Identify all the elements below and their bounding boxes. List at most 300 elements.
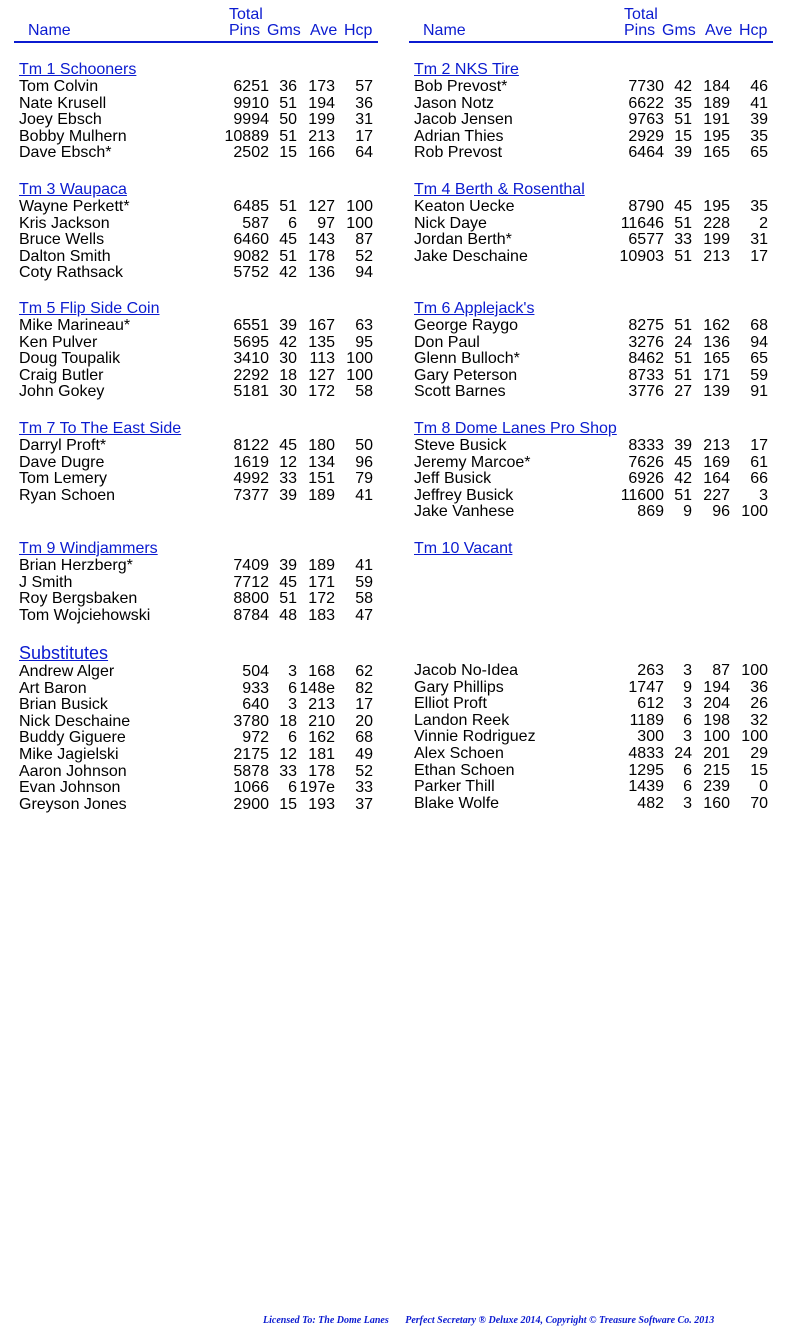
- player-pins: 5752: [233, 264, 269, 282]
- player-games: 51: [674, 111, 692, 129]
- player-average: 148e: [299, 679, 335, 697]
- player-average: 100: [703, 728, 730, 746]
- player-handicap: 35: [750, 127, 768, 145]
- player-pins: 1189: [629, 711, 664, 729]
- player-name: Buddy Giguere: [19, 729, 126, 747]
- player-handicap: 36: [750, 678, 768, 696]
- player-name: Adrian Thies: [414, 127, 504, 145]
- player-name: Bob Prevost*: [414, 78, 508, 95]
- player-row: [13, 714, 377, 731]
- team-name-link[interactable]: Tm 6 Applejack's: [414, 300, 535, 317]
- player-average: 167: [308, 317, 335, 334]
- player-pins: 2292: [233, 366, 269, 384]
- player-games: 6: [288, 214, 297, 232]
- team-name-link[interactable]: Tm 2 NKS Tire: [414, 61, 519, 78]
- player-name: John Gokey: [19, 383, 105, 401]
- player-pins: 6464: [628, 144, 664, 162]
- player-handicap: 61: [750, 453, 768, 471]
- player-pins: 587: [242, 214, 269, 232]
- player-row: [408, 368, 772, 385]
- player-handicap: 100: [346, 350, 373, 368]
- player-pins: 8333: [628, 437, 664, 454]
- player-average: 228: [703, 214, 730, 232]
- player-name: Dave Dugre: [19, 453, 105, 471]
- player-row: [408, 438, 772, 455]
- player-name: Mike Marineau*: [19, 317, 131, 334]
- player-handicap: 70: [750, 794, 768, 812]
- header-rule: [409, 41, 773, 43]
- player-name: Nick Daye: [414, 214, 487, 232]
- player-row: [13, 79, 377, 96]
- header-gms: Gms: [662, 22, 696, 39]
- player-pins: 482: [637, 794, 664, 812]
- player-handicap: 100: [741, 662, 768, 679]
- player-games: 51: [674, 366, 692, 384]
- player-name: Parker Thill: [414, 778, 495, 796]
- player-name: Aaron Johnson: [19, 762, 127, 780]
- team-block: [408, 181, 772, 265]
- player-pins: 8275: [628, 317, 664, 334]
- header-hcp: Hcp: [739, 22, 768, 39]
- player-row: [408, 663, 772, 680]
- player-handicap: 94: [355, 264, 373, 282]
- player-handicap: 100: [346, 366, 373, 384]
- player-row: [13, 681, 377, 698]
- player-name: Greyson Jones: [19, 795, 127, 813]
- player-average: 184: [703, 78, 730, 95]
- player-row: [13, 318, 377, 335]
- player-name: Ken Pulver: [19, 333, 98, 351]
- player-games: 33: [279, 470, 297, 488]
- player-row: [408, 96, 772, 113]
- player-handicap: 0: [759, 778, 768, 796]
- player-row: [13, 488, 377, 505]
- player-name: Steve Busick: [414, 437, 507, 454]
- column-header-right: [409, 0, 773, 44]
- player-average: 213: [308, 127, 335, 145]
- player-pins: 6622: [628, 94, 664, 112]
- player-pins: 300: [637, 728, 664, 746]
- player-games: 18: [279, 712, 297, 730]
- player-row: [408, 796, 772, 813]
- player-pins: 2175: [233, 745, 269, 763]
- player-average: 165: [703, 350, 730, 368]
- player-row: [13, 216, 377, 233]
- player-games: 12: [279, 453, 297, 471]
- player-games: 39: [279, 317, 297, 334]
- player-handicap: 68: [355, 729, 373, 747]
- player-handicap: 17: [355, 127, 373, 145]
- player-handicap: 91: [750, 383, 768, 401]
- player-row: [13, 249, 377, 266]
- player-pins: 7409: [233, 557, 269, 574]
- player-average: 172: [308, 383, 335, 401]
- player-name: Tom Colvin: [19, 78, 99, 95]
- player-games: 45: [279, 573, 297, 591]
- header-rule: [14, 41, 378, 43]
- player-games: 51: [674, 486, 692, 504]
- player-average: 227: [703, 486, 730, 504]
- player-pins: 9082: [233, 247, 269, 265]
- player-pins: 1439: [628, 778, 664, 796]
- substitutes-left: [13, 643, 377, 813]
- player-games: 36: [279, 78, 297, 95]
- footer: [263, 1315, 714, 1326]
- player-row: [13, 471, 377, 488]
- player-pins: 6460: [233, 231, 269, 249]
- player-games: 42: [674, 470, 692, 488]
- player-handicap: 65: [750, 350, 768, 368]
- player-handicap: 66: [750, 470, 768, 488]
- player-handicap: 59: [750, 366, 768, 384]
- player-name: George Raygo: [414, 317, 519, 334]
- player-handicap: 57: [355, 78, 373, 95]
- player-pins: 4833: [628, 744, 664, 762]
- player-row: [13, 368, 377, 385]
- player-games: 39: [674, 144, 692, 162]
- player-average: 180: [308, 437, 335, 454]
- column-header-left: [14, 0, 378, 44]
- player-games: 6: [288, 779, 297, 797]
- player-average: 239: [703, 778, 730, 796]
- player-name: J Smith: [19, 573, 73, 591]
- player-name: Darryl Proft*: [19, 437, 107, 454]
- team-block: [13, 540, 377, 624]
- player-pins: 6485: [233, 198, 269, 215]
- player-row: [408, 216, 772, 233]
- player-pins: 6251: [233, 78, 269, 95]
- player-row: [408, 249, 772, 266]
- player-row: [13, 697, 377, 714]
- player-pins: 7712: [233, 573, 269, 591]
- player-name: Art Baron: [19, 679, 87, 697]
- header-hcp: Hcp: [344, 22, 373, 39]
- player-pins: 2929: [628, 127, 664, 145]
- player-average: 194: [703, 678, 730, 696]
- player-name: Jake Vanhese: [414, 503, 515, 521]
- player-row: [13, 664, 377, 681]
- player-name: Jeff Busick: [414, 470, 492, 488]
- header-gms: Gms: [267, 22, 301, 39]
- player-pins: 8462: [628, 350, 664, 368]
- player-pins: 11646: [620, 214, 664, 232]
- player-pins: 9994: [233, 111, 269, 129]
- header-total: Total: [229, 6, 263, 23]
- team-name-link[interactable]: Tm 5 Flip Side Coin: [19, 300, 160, 317]
- player-average: 172: [308, 590, 335, 608]
- player-pins: 8784: [233, 606, 269, 624]
- team-name-link[interactable]: Tm 4 Berth & Rosenthal: [414, 181, 585, 198]
- player-games: 6: [683, 761, 692, 779]
- player-games: 51: [279, 198, 297, 215]
- player-row: [408, 729, 772, 746]
- player-row: [13, 797, 377, 814]
- player-row: [13, 455, 377, 472]
- player-handicap: 2: [759, 214, 768, 232]
- player-games: 51: [279, 94, 297, 112]
- player-average: 127: [308, 198, 335, 215]
- header-total: Total: [624, 6, 658, 23]
- player-name: Scott Barnes: [414, 383, 506, 401]
- team-block: [408, 540, 772, 558]
- player-pins: 8733: [628, 366, 664, 384]
- player-games: 9: [683, 503, 692, 521]
- player-average: 213: [703, 247, 730, 265]
- player-pins: 3276: [628, 333, 664, 351]
- player-average: 134: [308, 453, 335, 471]
- player-average: 201: [703, 744, 730, 762]
- player-average: 162: [703, 317, 730, 334]
- player-row: [408, 335, 772, 352]
- player-average: 160: [703, 794, 730, 812]
- player-row: [13, 608, 377, 625]
- player-row: [13, 145, 377, 162]
- player-average: 166: [308, 144, 335, 162]
- player-handicap: 41: [355, 557, 373, 574]
- team-name-link[interactable]: Tm 8 Dome Lanes Pro Shop: [414, 420, 617, 437]
- player-games: 30: [279, 350, 297, 368]
- player-handicap: 33: [355, 779, 373, 797]
- player-name: Nick Deschaine: [19, 712, 131, 730]
- player-games: 6: [683, 711, 692, 729]
- player-pins: 7730: [628, 78, 664, 95]
- player-name: Blake Wolfe: [414, 794, 500, 812]
- player-handicap: 37: [355, 795, 373, 813]
- player-name: Coty Rathsack: [19, 264, 124, 282]
- player-average: 195: [703, 198, 730, 215]
- header-pins: Pins: [229, 22, 261, 39]
- player-handicap: 36: [355, 94, 373, 112]
- player-pins: 972: [242, 729, 269, 747]
- player-row: [408, 232, 772, 249]
- player-games: 42: [674, 78, 692, 95]
- player-average: 113: [309, 350, 335, 368]
- player-games: 27: [674, 383, 692, 401]
- player-name: Dalton Smith: [19, 247, 111, 265]
- player-handicap: 100: [346, 214, 373, 232]
- player-pins: 9910: [233, 94, 269, 112]
- player-handicap: 96: [355, 453, 373, 471]
- player-name: Wayne Perkett*: [19, 198, 130, 215]
- player-games: 3: [683, 695, 692, 713]
- player-name: Landon Reek: [414, 711, 510, 729]
- player-row: [13, 591, 377, 608]
- player-games: 6: [683, 778, 692, 796]
- player-handicap: 58: [355, 590, 373, 608]
- player-row: [13, 575, 377, 592]
- player-row: [13, 730, 377, 747]
- player-name: Joey Ebsch: [19, 111, 102, 129]
- player-row: [13, 384, 377, 401]
- player-average: 97: [317, 214, 335, 232]
- player-games: 51: [279, 127, 297, 145]
- player-name: Brian Busick: [19, 696, 108, 714]
- player-games: 42: [279, 264, 297, 282]
- player-pins: 1619: [233, 453, 269, 471]
- player-average: 143: [308, 231, 335, 249]
- player-pins: 1747: [628, 678, 664, 696]
- player-name: Dave Ebsch*: [19, 144, 112, 162]
- player-games: 39: [279, 557, 297, 574]
- player-average: 178: [308, 762, 335, 780]
- player-handicap: 41: [750, 94, 768, 112]
- player-pins: 9763: [628, 111, 664, 129]
- player-name: Glenn Bulloch*: [414, 350, 520, 368]
- player-name: Tom Lemery: [19, 470, 108, 488]
- player-average: 178: [308, 247, 335, 265]
- player-games: 39: [279, 486, 297, 504]
- player-handicap: 82: [355, 679, 373, 697]
- player-pins: 640: [242, 696, 269, 714]
- player-handicap: 100: [346, 198, 373, 215]
- team-name-link[interactable]: Tm 1 Schooners: [19, 61, 137, 78]
- player-handicap: 17: [750, 247, 768, 265]
- player-pins: 7626: [628, 453, 664, 471]
- player-games: 45: [279, 437, 297, 454]
- player-handicap: 50: [355, 437, 373, 454]
- player-games: 39: [674, 437, 692, 454]
- player-name: Evan Johnson: [19, 779, 121, 797]
- header-name: Name: [423, 22, 466, 39]
- player-row: [408, 488, 772, 505]
- player-average: 87: [712, 662, 730, 679]
- player-row: [408, 471, 772, 488]
- player-row: [408, 351, 772, 368]
- player-average: 171: [703, 366, 730, 384]
- player-pins: 6551: [233, 317, 269, 334]
- player-name: Rob Prevost: [414, 144, 503, 162]
- player-handicap: 47: [355, 606, 373, 624]
- player-pins: 11600: [620, 486, 664, 504]
- player-games: 51: [674, 350, 692, 368]
- player-games: 6: [288, 679, 297, 697]
- player-name: Kris Jackson: [19, 214, 110, 232]
- player-games: 9: [683, 678, 692, 696]
- footer-licensed: Licensed To: The Dome Lanes: [263, 1315, 389, 1326]
- header-ave: Ave: [310, 22, 338, 39]
- player-row: [408, 746, 772, 763]
- player-pins: 3410: [233, 350, 269, 368]
- player-games: 15: [674, 127, 692, 145]
- player-pins: 933: [242, 679, 269, 697]
- player-row: [13, 112, 377, 129]
- player-games: 33: [279, 762, 297, 780]
- player-name: Jeremy Marcoe*: [414, 453, 531, 471]
- player-handicap: 68: [750, 317, 768, 334]
- player-average: 199: [308, 111, 335, 129]
- player-row: [408, 129, 772, 146]
- player-pins: 8790: [628, 198, 664, 215]
- player-row: [13, 335, 377, 352]
- player-handicap: 41: [355, 486, 373, 504]
- player-average: 136: [703, 333, 730, 351]
- player-name: Jordan Berth*: [414, 231, 512, 249]
- player-average: 199: [703, 231, 730, 249]
- player-row: [408, 112, 772, 129]
- player-row: [13, 747, 377, 764]
- player-handicap: 17: [750, 437, 768, 454]
- player-pins: 8122: [233, 437, 269, 454]
- player-name: Andrew Alger: [19, 663, 115, 680]
- player-average: 162: [308, 729, 335, 747]
- player-name: Ethan Schoen: [414, 761, 515, 779]
- player-row: [408, 199, 772, 216]
- player-pins: 5695: [233, 333, 269, 351]
- player-handicap: 46: [750, 78, 768, 95]
- player-average: 189: [703, 94, 730, 112]
- team-block: [13, 61, 377, 162]
- player-games: 3: [683, 728, 692, 746]
- player-games: 51: [279, 590, 297, 608]
- player-average: 151: [308, 470, 335, 488]
- header-name: Name: [28, 22, 71, 39]
- player-games: 15: [279, 795, 297, 813]
- player-handicap: 31: [750, 231, 768, 249]
- team-block: [13, 181, 377, 282]
- footer-copyright: Perfect Secretary ® Deluxe 2014, Copyright © Treasure Software Co. 2013: [405, 1315, 715, 1326]
- player-games: 3: [683, 662, 692, 679]
- player-name: Vinnie Rodriguez: [414, 728, 536, 746]
- player-row: [13, 232, 377, 249]
- player-handicap: 52: [355, 762, 373, 780]
- player-name: Alex Schoen: [414, 744, 504, 762]
- player-pins: 5878: [233, 762, 269, 780]
- player-name: Tom Wojciehowski: [19, 606, 151, 624]
- player-handicap: 49: [355, 745, 373, 763]
- player-average: 183: [308, 606, 335, 624]
- player-games: 51: [674, 214, 692, 232]
- player-row: [408, 145, 772, 162]
- player-name: Gary Phillips: [414, 678, 504, 696]
- substitutes-title[interactable]: Substitutes: [19, 643, 109, 663]
- player-games: 3: [683, 794, 692, 812]
- player-handicap: 17: [355, 696, 373, 714]
- player-games: 18: [279, 366, 297, 384]
- player-average: 165: [703, 144, 730, 162]
- player-handicap: 87: [355, 231, 373, 249]
- player-average: 173: [308, 78, 335, 95]
- player-row: [13, 129, 377, 146]
- player-handicap: 3: [759, 486, 768, 504]
- player-average: 213: [308, 696, 335, 714]
- player-row: [408, 79, 772, 96]
- player-games: 24: [674, 333, 692, 351]
- player-games: 35: [674, 94, 692, 112]
- player-average: 213: [703, 437, 730, 454]
- player-pins: 2900: [233, 795, 269, 813]
- team-name-link[interactable]: Tm 7 To The East Side: [19, 420, 182, 437]
- player-handicap: 32: [750, 711, 768, 729]
- player-row: [408, 504, 772, 521]
- team-name-link[interactable]: Tm 3 Waupaca: [19, 181, 127, 198]
- player-pins: 869: [637, 503, 664, 521]
- team-name-link[interactable]: Tm 10 Vacant: [414, 540, 513, 557]
- player-row: [408, 680, 772, 697]
- player-handicap: 100: [741, 503, 768, 521]
- player-pins: 10903: [619, 247, 664, 265]
- player-handicap: 35: [750, 198, 768, 215]
- player-row: [13, 438, 377, 455]
- player-name: Jacob Jensen: [414, 111, 513, 129]
- player-pins: 8800: [233, 590, 269, 608]
- player-name: Doug Toupalik: [19, 350, 121, 368]
- player-row: [13, 351, 377, 368]
- player-pins: 1295: [628, 761, 664, 779]
- player-handicap: 100: [741, 728, 768, 746]
- player-name: Brian Herzberg*: [19, 557, 133, 574]
- player-pins: 3776: [628, 383, 664, 401]
- team-name-link[interactable]: Tm 9 Windjammers: [19, 540, 158, 557]
